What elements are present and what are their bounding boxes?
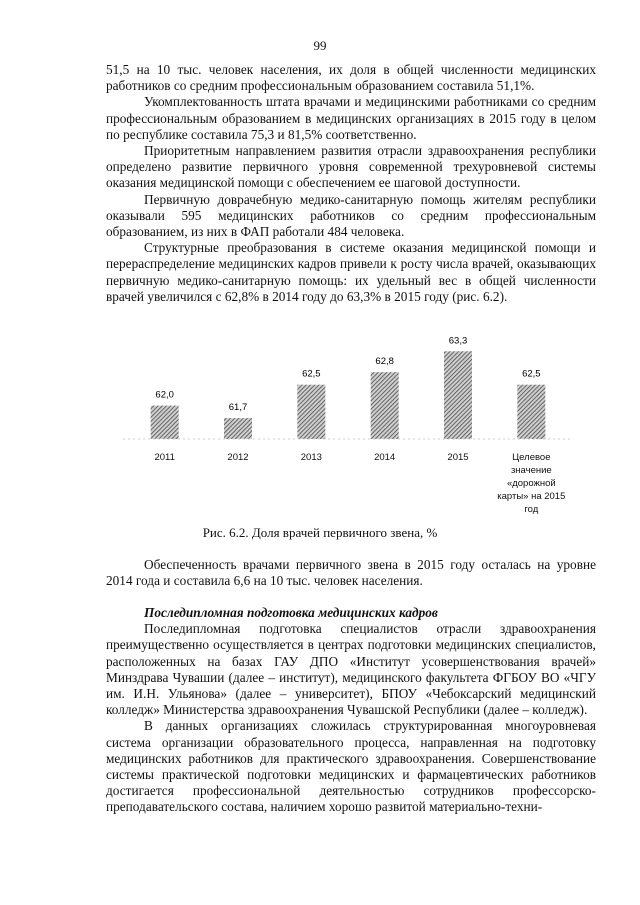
paragraph: Структурные преобразования в системе оказания медицинской помощи и перераспределение медицинских кадров привели к росту числа врачей, оказывающих первичную медико-санитарную помощь: их удельный вес в общей численности врачей увеличился с 62,8% в 2014 году до 63,3% в 2015 году (рис. 6.2). (106, 240, 596, 304)
x-tick-label-line: значение (510, 465, 552, 476)
paragraph: 51,5 на 10 тыс. человек населения, их доля в общей численности медицинских работников со средним профессиональным образованием составила 51,1%. (106, 62, 596, 94)
data-label: 62,8 (375, 356, 394, 368)
data-label: 62,5 (522, 368, 541, 380)
bar-2014 (371, 372, 399, 439)
paragraph: Обеспеченность врачами первичного звена в 2015 году осталась на уровне 2014 года и составила 6,6 на 10 тыс. человек населения. (106, 557, 596, 589)
section (106, 605, 596, 816)
data-label: 62,5 (302, 368, 321, 380)
x-tick-label-line: 2013 (300, 452, 322, 463)
x-tick-label-line: 2015 (447, 452, 469, 463)
x-tick-label (198, 451, 278, 464)
bar-2013 (297, 385, 325, 439)
x-tick-label (418, 451, 498, 464)
x-tick-label-line: Целевое (512, 452, 551, 463)
data-label: 62,0 (155, 389, 174, 401)
section-heading: Последипломная подготовка медицинских кадров (144, 605, 438, 620)
x-tick-label-line: 2014 (374, 452, 396, 463)
page-number: 99 (313, 38, 327, 53)
x-tick-label (125, 451, 205, 464)
bar-2012 (224, 418, 252, 439)
x-tick-label-line: 2011 (154, 452, 175, 463)
x-tick-label-line: 2012 (227, 452, 249, 463)
x-tick-label-line: карты» на 2015 (497, 491, 566, 502)
x-tick-label (271, 451, 351, 464)
paragraph: В данных организациях сложилась структурированная многоуровневая система организации образовательного процесса, направленная на подготовку медицинских работников для практического здравоохранения. Совершенствование системы практической подготовки медицинских и фармацевтических работников достигается профессиональной деятельностью сотрудников профессорско-преподавательского состава, наличием хорошо развитой материально-техни- (106, 718, 596, 815)
x-tick-label-line: год (524, 504, 539, 515)
chart-caption: Рис. 6.2. Доля врачей первичного звена, % (202, 525, 438, 540)
paragraph: Последипломная подготовка специалистов отрасли здравоохранения преимущественно осуществляется в центрах подготовки медицинских специалистов, расположенных на базах ГАУ ДПО «Институт усовершенствования врачей» Минздрава Чувашии (далее – институт), медицинского факультета ФГБОУ ВО «ЧГУ им. И.Н. Ульянова» (далее – университет), БПОУ «Чебоксарский медицинский колледж» Министерства здравоохранения Чувашской Республики (далее – колледж). (106, 621, 596, 718)
data-label: 63,3 (448, 335, 468, 347)
paragraph: Укомплектованность штата врачами и медицинскими работниками со средним профессиональным образованием в медицинских организациях в 2015 году в целом по республике составила 75,3 и 81,5% соответственно. (106, 94, 596, 142)
x-tick-label-line: «дорожной (506, 478, 556, 489)
bar-2011 (151, 406, 179, 439)
bar-Целевое (517, 385, 545, 439)
x-tick-label (345, 451, 425, 464)
paragraph: Приоритетным направлением развития отрасли здравоохранения республики определено развитие первичного уровня современной трехуровневой системы оказания медицинской помощи с обеспечением ее шаговой доступности. (106, 143, 596, 191)
x-tick-label (491, 451, 571, 516)
paragraph: Первичную доврачебную медико-санитарную помощь жителям республики оказывали 595 медицинских работников со средним профессиональным образованием, из них в ФАП работали 484 человека. (106, 191, 596, 240)
after-chart-text (106, 557, 596, 589)
bar-chart (118, 335, 588, 515)
bar-2015 (444, 351, 472, 439)
data-label: 61,7 (228, 402, 248, 414)
intro-text (106, 62, 596, 305)
